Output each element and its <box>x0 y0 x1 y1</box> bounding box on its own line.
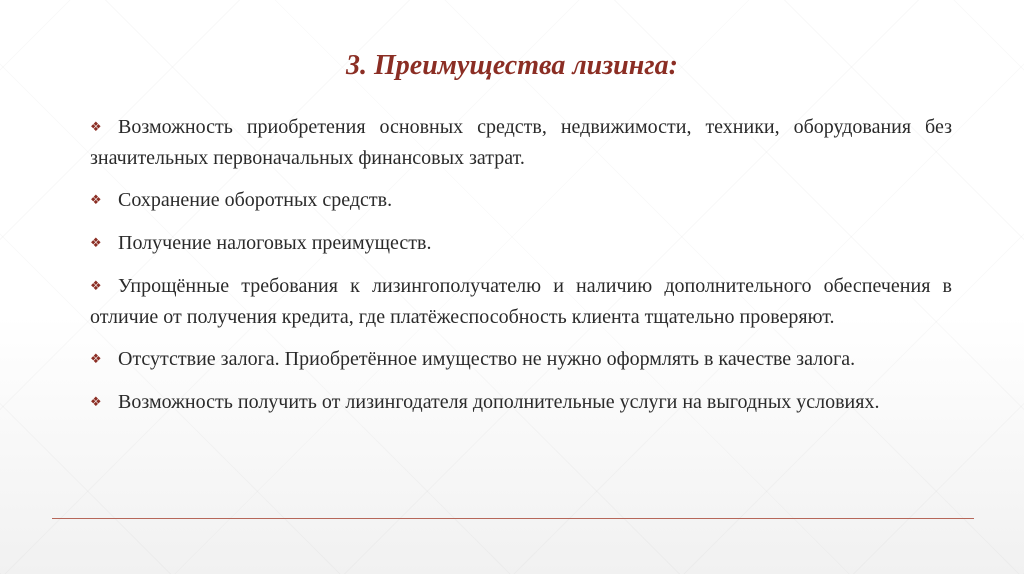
slide-title: 3. Преимущества лизинга: <box>346 50 678 81</box>
list-item <box>90 185 952 216</box>
list-item <box>90 112 952 173</box>
list-item-text: Возможность получить от лизингодателя дополнительные услуги на выгодных условиях. <box>118 391 880 413</box>
diamond-bullet-icon: ❖ <box>90 120 102 135</box>
list-item <box>90 228 952 259</box>
diamond-bullet-icon: ❖ <box>90 279 102 294</box>
list-item <box>90 387 952 418</box>
diamond-bullet-icon: ❖ <box>90 395 102 410</box>
bottom-divider <box>52 518 974 519</box>
list-item-text: Упрощённые требования к лизингополучателю и наличию дополнительного обеспечения в отличие от получения кредита, где платёжеспособность клиента тщательно проверяют. <box>90 275 952 328</box>
diamond-bullet-icon: ❖ <box>90 236 102 251</box>
list-item <box>90 271 952 332</box>
list-item-text: Отсутствие залога. Приобретённое имущество не нужно оформлять в качестве залога. <box>118 348 856 370</box>
list-item-text: Получение налоговых преимуществ. <box>118 232 432 254</box>
list-item <box>90 344 952 375</box>
diamond-bullet-icon: ❖ <box>90 352 102 367</box>
list-item-text: Сохранение оборотных средств. <box>118 189 393 211</box>
list-item-text: Возможность приобретения основных средств, недвижимости, техники, оборудования без значительных первоначальных финансовых затрат. <box>90 116 952 169</box>
advantages-list <box>90 112 952 430</box>
diamond-bullet-icon: ❖ <box>90 193 102 208</box>
